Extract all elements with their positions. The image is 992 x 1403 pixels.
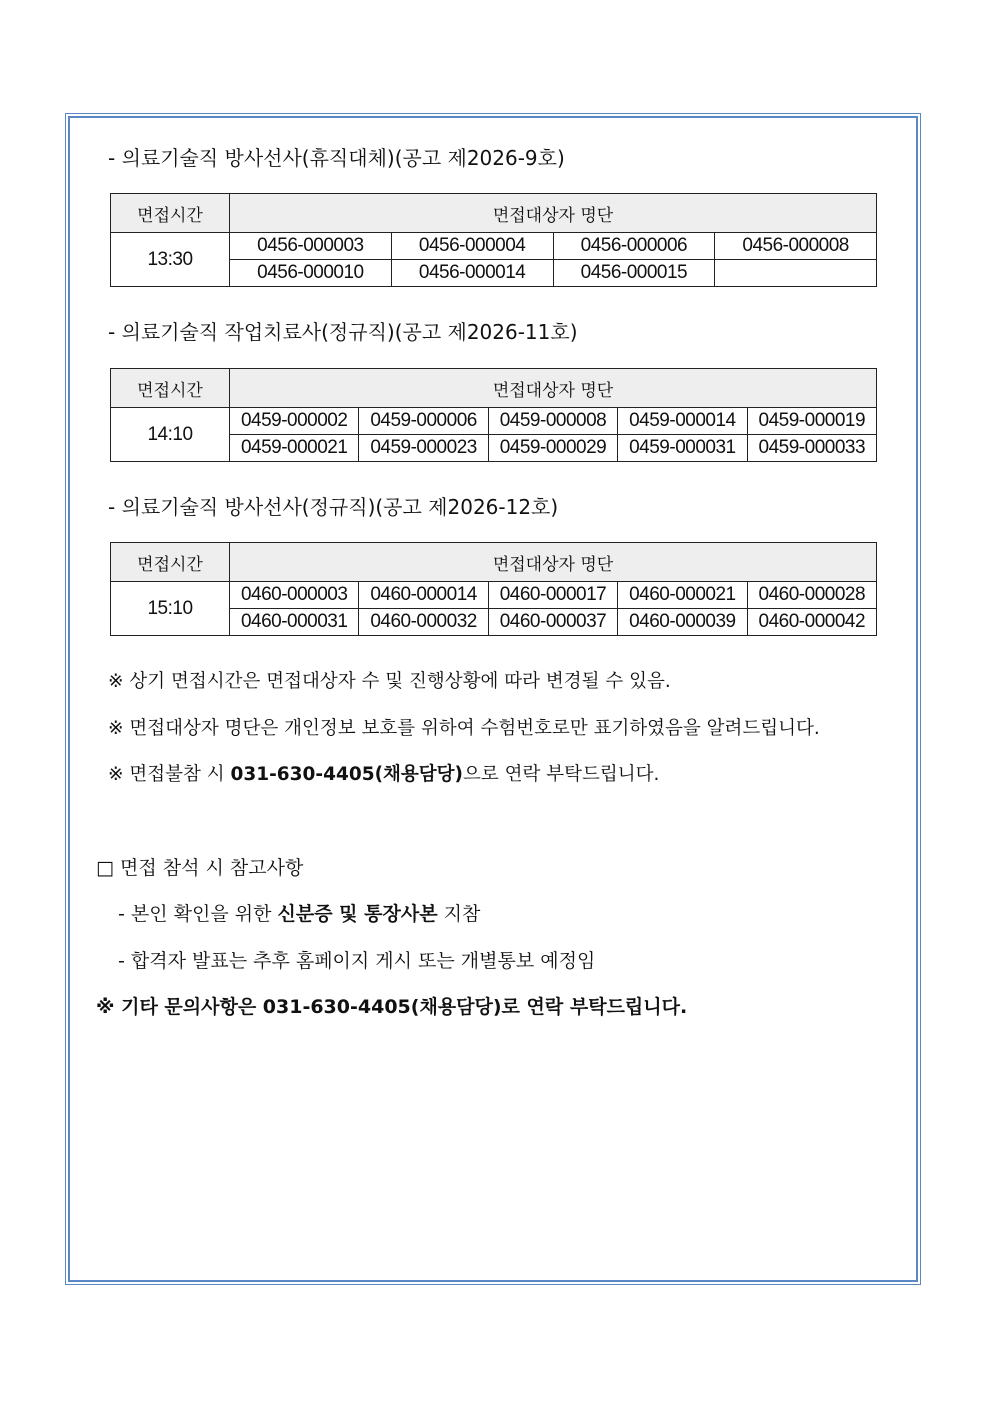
candidate-id: 0459-000019 — [747, 408, 876, 435]
candidate-id-empty — [715, 260, 877, 287]
candidate-id: 0459-000023 — [359, 435, 488, 462]
reference-heading: □ 면접 참석 시 참고사항 — [96, 857, 304, 879]
table-header-row — [111, 369, 877, 408]
note-absence-suffix: 으로 연락 부탁드립니다. — [462, 764, 660, 785]
candidate-id: 0460-000039 — [618, 609, 747, 636]
interview-table-radiographer-leave — [110, 193, 877, 287]
candidate-id: 0459-000029 — [488, 435, 617, 462]
header-time: 면접시간 — [111, 543, 230, 582]
candidate-id: 0456-000006 — [553, 233, 715, 260]
table-row — [111, 408, 877, 435]
table-row — [111, 233, 877, 260]
reference-item-id-bold: 신분증 및 통장사본 — [277, 903, 438, 925]
interview-table-radiographer-regular — [110, 542, 877, 636]
header-list: 면접대상자 명단 — [230, 369, 877, 408]
reference-item-id-suffix: 지참 — [437, 903, 481, 925]
candidate-id: 0456-000014 — [391, 260, 553, 287]
candidate-id: 0459-000008 — [488, 408, 617, 435]
interview-time: 15:10 — [111, 582, 230, 636]
interview-time: 14:10 — [111, 408, 230, 462]
interview-table-occupational-therapist — [110, 368, 877, 462]
candidate-id: 0460-000031 — [230, 609, 359, 636]
candidate-id: 0459-000031 — [618, 435, 747, 462]
page-border — [68, 116, 918, 1282]
candidate-id: 0459-000033 — [747, 435, 876, 462]
interview-time: 13:30 — [111, 233, 230, 287]
candidate-id: 0459-000021 — [230, 435, 359, 462]
candidate-id: 0459-000006 — [359, 408, 488, 435]
candidate-id: 0460-000014 — [359, 582, 488, 609]
note-absence-prefix: ※ 면접불참 시 — [108, 764, 231, 785]
candidate-id: 0456-000010 — [230, 260, 392, 287]
candidate-id: 0459-000014 — [618, 408, 747, 435]
candidate-id: 0460-000042 — [747, 609, 876, 636]
candidate-id: 0460-000003 — [230, 582, 359, 609]
reference-item-id-prefix: - 본인 확인을 위한 — [118, 903, 278, 925]
candidate-id: 0460-000037 — [488, 609, 617, 636]
header-time: 면접시간 — [111, 369, 230, 408]
note-schedule-change: ※ 상기 면접시간은 면접대상자 수 및 진행상황에 따라 변경될 수 있음. — [108, 671, 671, 692]
candidate-id: 0456-000008 — [715, 233, 877, 260]
note-absence-contact — [108, 760, 659, 786]
candidate-id: 0460-000028 — [747, 582, 876, 609]
candidate-id: 0456-000004 — [391, 233, 553, 260]
header-list: 면접대상자 명단 — [230, 543, 877, 582]
header-time: 면접시간 — [111, 194, 230, 233]
candidate-id: 0460-000021 — [618, 582, 747, 609]
candidate-id: 0460-000032 — [359, 609, 488, 636]
note-privacy: ※ 면접대상자 명단은 개인정보 보호를 위하여 수험번호로만 표기하였음을 알려드립니다. — [108, 718, 820, 739]
reference-item-result: - 합격자 발표는 추후 홈페이지 게시 또는 개별통보 예정임 — [118, 950, 596, 972]
header-list: 면접대상자 명단 — [230, 194, 877, 233]
reference-item-id — [118, 899, 480, 926]
section-title-occupational-therapist: - 의료기술직 작업치료사(정규직)(공고 제2026-11호) — [108, 320, 578, 344]
table-row — [111, 582, 877, 609]
candidate-id: 0459-000002 — [230, 408, 359, 435]
reference-contact: ※ 기타 문의사항은 031-630-4405(채용담당)로 연락 부탁드립니다. — [96, 996, 688, 1018]
table-header-row — [111, 194, 877, 233]
candidate-id: 0456-000015 — [553, 260, 715, 287]
note-absence-phone: 031-630-4405(채용담당) — [230, 764, 463, 785]
section-title-radiographer-leave: - 의료기술직 방사선사(휴직대체)(공고 제2026-9호) — [108, 146, 565, 170]
section-title-radiographer-regular: - 의료기술직 방사선사(정규직)(공고 제2026-12호) — [108, 495, 559, 519]
candidate-id: 0460-000017 — [488, 582, 617, 609]
candidate-id: 0456-000003 — [230, 233, 392, 260]
table-header-row — [111, 543, 877, 582]
